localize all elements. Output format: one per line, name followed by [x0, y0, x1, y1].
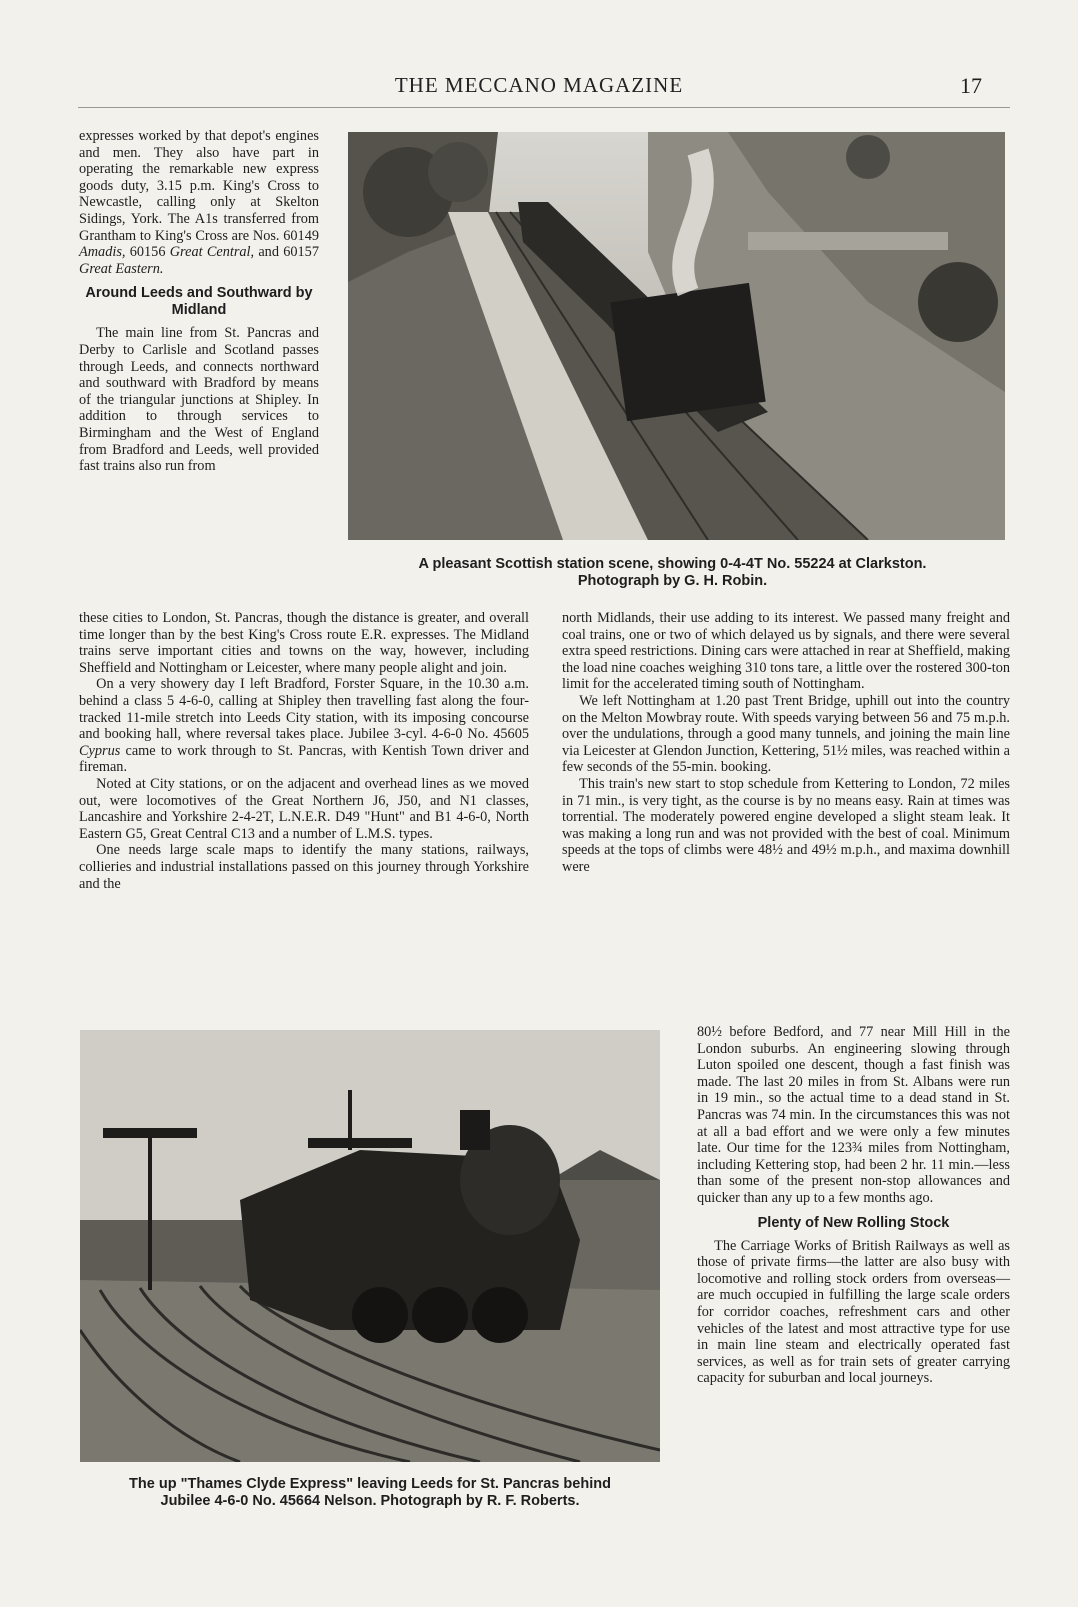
paragraph: One needs large scale maps to identify the many stations, railways, collieries and industrial installations passed on this journey through Yorkshire and the — [79, 842, 529, 892]
caption-line: Photograph by G. H. Robin. — [577, 573, 768, 589]
paragraph: The main line from St. Pancras and Derby to Carlisle and Scotland passes through Leeds, and connects northward and southward with Bradford by means of the triangular junctions at Shipley. In addition to through services to Birmingham and the West of England from Bradford and Leeds, well provided fast trains also run from — [79, 325, 319, 475]
paragraph — [79, 676, 529, 776]
header-rule — [78, 107, 1010, 108]
text-run: came to work through to St. Pancras, with Kentish Town driver and fireman. — [79, 742, 529, 776]
paragraph — [79, 128, 319, 277]
loco-name: Great Eastern. — [79, 260, 164, 277]
section-heading: Around Leeds and Southward by Midland — [85, 285, 313, 319]
photo-thames-clyde-express — [80, 1030, 660, 1462]
loco-name: Great Central, — [169, 244, 255, 261]
paragraph: The Carriage Works of British Railways as well as those of private firms—the latter are also busy with locomotive and rolling stock orders from overseas—are much occupied in fulfilling the large scale orders for corridor coaches, refreshment cars and other vehicles of the latest and most attractive type for use in main line steam and electrically operated fast services, as well as for train sets of greater carrying capacity for suburban and local journeys. — [697, 1237, 1010, 1387]
text-run: and 60157 — [254, 244, 319, 261]
magazine-title: THE MECCANO MAGAZINE — [394, 73, 684, 97]
caption-line: The up "Thames Clyde Express" leaving Leeds for St. Pancras behind — [129, 1476, 611, 1492]
express-train-illustration — [80, 1030, 660, 1462]
photo-clarkston-station — [348, 132, 1005, 540]
paragraph: north Midlands, their use adding to its interest. We passed many freight and coal trains, one or two of which delayed us by signals, and there were several extra speed restrictions. Dining cars were attached in rear at Sheffield, making the load nine coaches weighing 310 tons tare, a little over the rostered 300-ton limit for the accelerated timing south of Nottingham. — [562, 610, 1010, 693]
station-scene-illustration — [348, 132, 1005, 540]
column-bottom-right — [697, 1024, 1010, 1387]
loco-name: Amadis, — [79, 244, 126, 261]
paragraph: Noted at City stations, or on the adjacent and overhead lines as we moved out, were locomotives of the Great Northern J6, J50, and N1 classes, Lancashire and Yorkshire 2-4-2T, L.N.E.R. D49 "Hunt" and B1 4-6-0, North Eastern G5, Great Central C13 and a number of L.M.S. types. — [79, 775, 529, 842]
photo-caption — [340, 556, 1005, 590]
text-run: expresses worked by that depot's engines and men. They also have part in operating the remarkable new express goods duty, 3.15 p.m. King's Cross to Newcastle, calling only at Skelton Sidings, York. The A1s transferred from Grantham to King's Cross are Nos. 60149 — [79, 128, 319, 244]
text-run: On a very showery day I left Bradford, Forster Square, in the 10.30 a.m. behind a class 5 4-6-0, calling at Shipley then travelling fast along the four-tracked 11-mile stretch into Leeds City station, with its imposing concourse and booking hall, where reversal takes place. Jubilee 3-cyl. 4-6-0 No. 45605 — [79, 676, 529, 743]
caption-line: A pleasant Scottish station scene, showing 0-4-4T No. 55224 at Clarkston. — [418, 556, 927, 572]
paragraph: 80½ before Bedford, and 77 near Mill Hill in the London suburbs. An engineering slowing through Luton spoiled one descent, though a fast finish was made. The last 20 miles in from St. Albans were run in 19 min., so the actual time to a dead stand in St. Pancras was 74 min. In the circumstances this was not at all a bad effort and we were only a few minutes late. Our time for the 123¾ miles from Nottingham, including Kettering stop, had been 2 hr. 11 min.—less than some of the present non-stop allowances and quicker than any up to a few months ago. — [697, 1024, 1010, 1206]
column-top-left — [79, 128, 319, 475]
text-run: 60156 — [125, 244, 170, 261]
paragraph: We left Nottingham at 1.20 past Trent Bridge, uphill out into the country on the Melton Mowbray route. With speeds varying between 56 and 75 m.p.h. over the undulations, through a good many tunnels, and joining the main line via Leicester at Glendon Junction, Kettering, 51½ miles, was reached within a few seconds of the 55-min. booking. — [562, 692, 1010, 776]
paragraph: This train's new start to stop schedule from Kettering to London, 72 miles in 71 min., is very tight, as the course is by no means easy. Rain at times was torrential. The moderately powered engine developed a slight steam leak. It was making a long run and was not provided with the best of coal. Minimum speeds at the tops of climbs were 48½ and 49½ m.p.h., and maxima downhill were — [562, 775, 1010, 875]
loco-name: Cyprus — [79, 742, 121, 759]
column-middle-left — [79, 610, 529, 892]
section-heading: Plenty of New Rolling Stock — [757, 1214, 950, 1231]
column-middle-right — [562, 610, 1010, 876]
paragraph: these cities to London, St. Pancras, though the distance is greater, and overall time longer than by the best King's Cross route E.R. expresses. The Midland trains serve important cities and towns on the way, however, including Sheffield and Nottingham or Leicester, where many people alight and join. — [79, 610, 529, 676]
page-number: 17 — [960, 73, 982, 98]
photo-caption — [72, 1476, 668, 1510]
caption-line: Jubilee 4-6-0 No. 45664 Nelson. Photograph by R. F. Roberts. — [160, 1493, 580, 1509]
